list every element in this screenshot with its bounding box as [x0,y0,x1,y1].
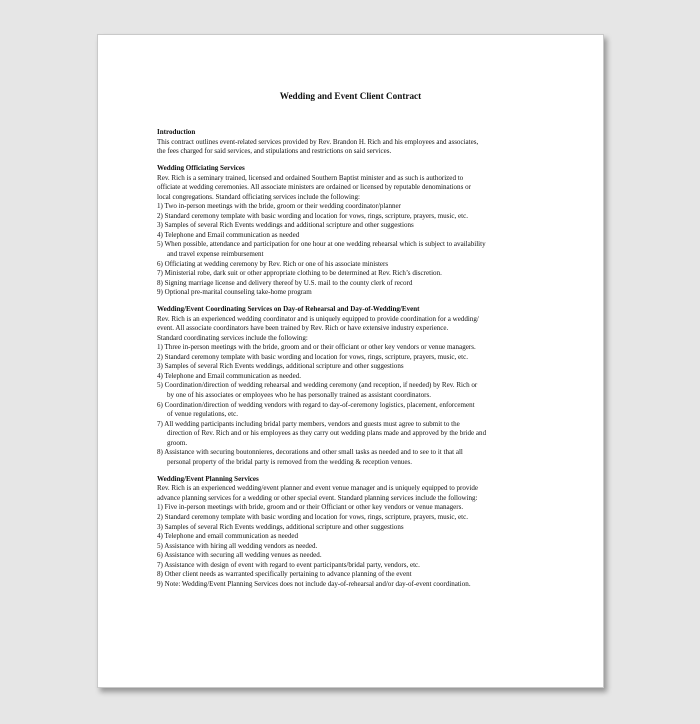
body-line: Rev. Rich is an experienced wedding coordinator and is uniquely equipped to provide coordination for a wedding/ [157,314,479,323]
body-line: 5) Assistance with hiring all wedding vendors as needed. [157,541,318,550]
section [157,128,557,157]
body-line: 6) Assistance with securing all wedding venues as needed. [157,551,322,560]
body-line: 3) Samples of several Rich Events weddings, additional scripture and other suggestions [157,522,404,531]
body-line: 1) Two in-person meetings with the bride, groom or their wedding coordinator/planner [157,202,402,211]
body-line: 8) Signing marriage license and delivery thereof by U.S. mail to the county clerk of record [157,278,413,287]
section-heading: Wedding/Event Coordinating Services on Day-of Rehearsal and Day-of-Wedding/Event [157,305,420,314]
body-line: Standard coordinating services include the following: [157,333,308,342]
section-heading: Wedding Officiating Services [157,164,245,173]
document-body [157,128,557,597]
body-line: 2) Standard ceremony template with basic wording and location for vows, rings, scripture, prayers, music, etc. [157,352,468,361]
body-line: officiate at wedding ceremonies. All associate ministers are ordained or licensed by reputable denominations or [157,183,471,192]
body-line: 7) All wedding participants including bridal party members, vendors and guests must agree to submit to the [157,419,460,428]
body-line: by one of his associates or employees who he has personally trained as assistant coordinators. [167,391,431,399]
body-line: 7) Ministerial robe, dark suit or other appropriate clothing to be determined at Rev. Rich’s discretion. [157,269,442,278]
body-line: 4) Telephone and Email communication as needed. [157,371,301,380]
body-line: event. All associate coordinators have been trained by Rev. Rich or have extensive industry experience. [157,324,449,333]
body-line: 4) Telephone and Email communication as needed [157,230,300,239]
body-line: 1) Five in-person meetings with bride, groom and or their Officiant or other key vendors or venue managers. [157,503,464,512]
body-line: 8) Other client needs as warranted specifically pertaining to advance planning of the event [157,570,412,579]
body-line: 3) Samples of several Rich Events weddings, additional scripture and other suggestions [157,362,404,371]
body-line: 4) Telephone and email communication as needed [157,532,299,541]
body-line: 3) Samples of several Rich Events weddings and additional scripture and other suggestions [157,221,414,230]
section [157,475,557,590]
body-line: and travel expense reimbursement [167,249,264,258]
body-line: 6) Coordination/direction of wedding vendors with regard to day-of-ceremony logistics, placement, enforcement [157,400,475,409]
body-line: 5) Coordination/direction of wedding rehearsal and wedding ceremony (and reception, if needed) by Rev. Rich or [157,381,478,390]
body-line: 1) Three in-person meetings with the bride, groom and or their officiant or other key vendors or venue managers. [157,343,476,352]
section [157,305,557,467]
body-line: of venue regulations, etc. [167,410,239,419]
section [157,164,557,298]
body-line: the fees charged for said services, and stipulations and restrictions on said services. [157,147,392,156]
body-line: 8) Assistance with securing boutonnieres, decorations and other small tasks as needed and to see to it that all [157,448,463,457]
document-page [97,34,604,688]
body-line: 7) Assistance with design of event with regard to event participants/bridal party, vendors, etc. [157,560,420,569]
body-line: 6) Officiating at wedding ceremony by Rev. Rich or one of his associate ministers [157,259,389,268]
body-line: groom. [167,438,188,447]
section-heading: Wedding/Event Planning Services [157,474,259,483]
section-heading: Introduction [157,128,196,136]
body-line: 9) Optional pre-marital counseling take-home program [157,288,312,297]
body-line: direction of Rev. Rich and or his employees as they carry out wedding plans made and approved by the bride and [167,429,487,438]
body-line: Rev. Rich is a seminary trained, licensed and ordained Southern Baptist minister and as such is authorized to [157,173,464,182]
body-line: 9) Note: Wedding/Event Planning Services does not include day-of-rehearsal and/or day-of-event coordination. [157,579,471,588]
body-line: 2) Standard ceremony template with basic wording and location for vows, rings, scripture, prayers, music, etc. [157,512,468,521]
body-line: local congregations. Standard officiating services include the following: [157,192,360,201]
body-line: 2) Standard ceremony template with basic wording and location for vows, rings, scripture, prayers, music, etc. [157,211,468,220]
body-line: This contract outlines event-related services provided by Rev. Brandon H. Rich and his employees and associates, [157,137,479,146]
body-line: advance planning services for a wedding or other special event. Standard planning services include the following: [157,493,478,502]
body-line: Rev. Rich is an experienced wedding/event planner and event venue manager and is uniquely equipped to provide [157,484,479,493]
body-line: 5) When possible, attendance and participation for one hour at one wedding rehearsal which is subject to availability [157,240,486,249]
body-line: personal property of the bridal party is removed from the wedding & reception venues. [167,457,412,466]
document-title: Wedding and Event Client Contract [279,91,422,101]
